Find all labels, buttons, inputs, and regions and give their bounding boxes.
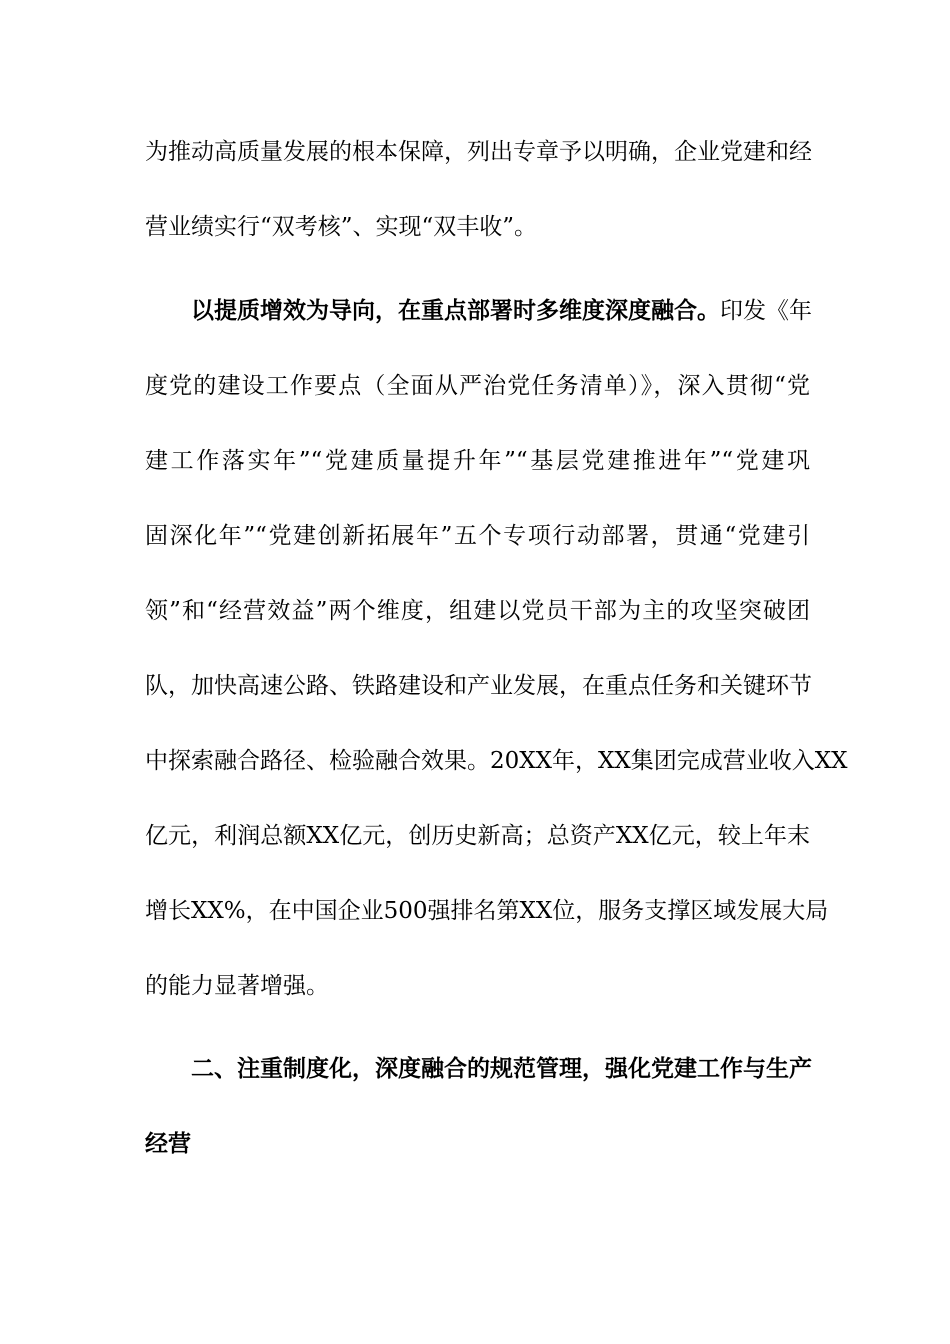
paragraph-line: 营业绩实行“双考核”、实现“双丰收”。 bbox=[145, 214, 538, 240]
paragraph-line: 增长XX%，在中国企业500强排名第XX位，服务支撑区域发展大局 bbox=[145, 898, 829, 924]
paragraph-line: 队，加快高速公路、铁路建设和产业发展，在重点任务和关键环节 bbox=[145, 673, 812, 699]
paragraph-line: 固深化年”“党建创新拓展年”五个专项行动部署，贯通“党建引 bbox=[145, 523, 810, 549]
paragraph-heading: 以提质增效为导向，在重点部署时多维度深度融合。 bbox=[191, 297, 720, 324]
paragraph-line: 的能力显著增强。 bbox=[145, 973, 329, 999]
paragraph-line bbox=[191, 291, 810, 331]
paragraph-text: 印发《年 bbox=[720, 298, 812, 324]
paragraph-line: 亿元，利润总额XX亿元，创历史新高；总资产XX亿元，较上年末 bbox=[145, 823, 810, 849]
paragraph-line: 度党的建设工作要点（全面从严治党任务清单）》，深入贯彻“党 bbox=[145, 373, 810, 399]
paragraph-line: 建工作落实年”“党建质量提升年”“基层党建推进年”“党建巩 bbox=[145, 448, 810, 474]
paragraph-line: 为推动高质量发展的根本保障，列出专章予以明确，企业党建和经 bbox=[145, 139, 812, 165]
section-heading: 二、注重制度化，深度融合的规范管理，强化党建工作与生产 bbox=[191, 1055, 812, 1082]
section-heading: 经营 bbox=[145, 1130, 191, 1157]
paragraph-line: 中探索融合路径、检验融合效果。20XX年，XX集团完成营业收入XX bbox=[145, 748, 848, 774]
paragraph-line: 领”和“经营效益”两个维度，组建以党员干部为主的攻坚突破团 bbox=[145, 598, 810, 624]
